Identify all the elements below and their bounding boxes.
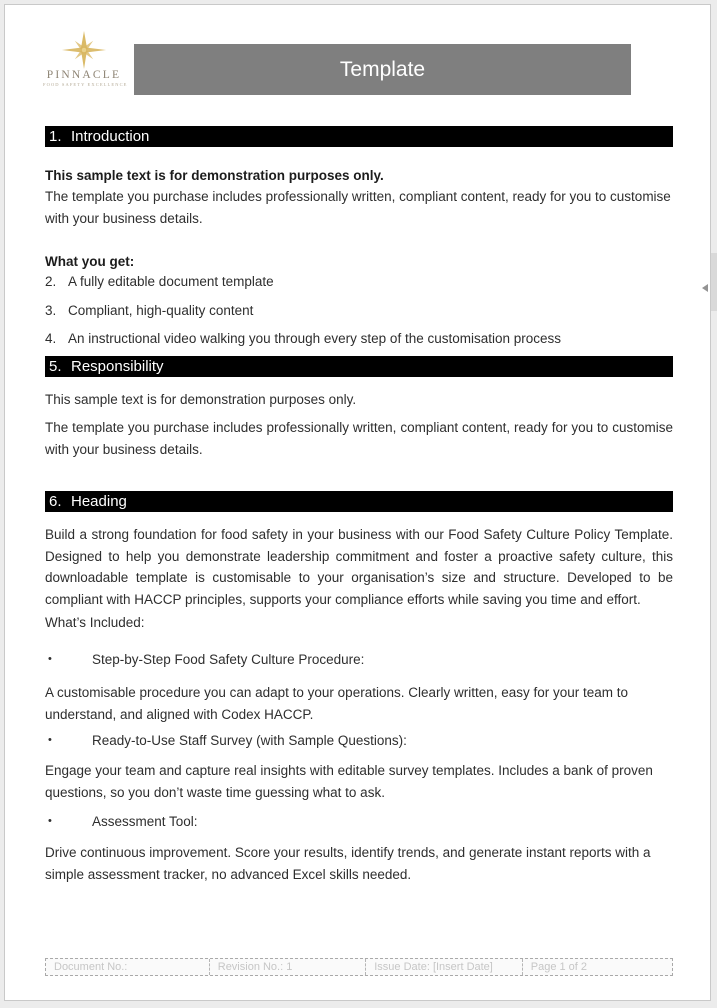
section-header-heading (45, 491, 673, 512)
section-title: Responsibility (71, 358, 164, 375)
bullet-label: Assessment Tool: (92, 814, 198, 829)
what-you-get-heading: What you get: (45, 254, 135, 269)
what-you-get-list (45, 271, 673, 357)
intro-paragraph: The template you purchase includes professionally written, compliant content, ready for you to customise with your business details. (45, 189, 671, 226)
bullet-icon: • (48, 653, 52, 665)
logo-tagline-text: FOOD SAFETY EXCELLENCE (43, 82, 128, 87)
document-title: Template (339, 57, 426, 81)
section-number: 5. (49, 358, 62, 375)
responsibility-paragraph-2: The template you purchase includes professionally written, compliant content, ready for you to customise with your business details. (45, 420, 673, 457)
logo-brand-text: PINNACLE (46, 69, 122, 81)
list-item (45, 328, 673, 350)
bullet-label: Step-by-Step Food Safety Culture Procedure: (92, 652, 365, 667)
document-title-banner (134, 44, 631, 95)
section-number: 6. (49, 493, 62, 510)
list-item (45, 300, 673, 322)
list-item-text: A fully editable document template (68, 274, 274, 289)
whats-included-heading: What’s Included: (45, 615, 145, 630)
bullet-item (45, 811, 673, 833)
bullet-description: A customisable procedure you can adapt to your operations. Clearly written, easy for your team to understand, and aligned with Codex HACCP. (45, 685, 629, 722)
section-title: Introduction (71, 128, 150, 145)
document-page (4, 4, 711, 1001)
bullet-description: Engage your team and capture real insights with editable survey templates. Includes a bank of proven questions, so you don’t waste time guessing what to ask. (45, 763, 653, 800)
section-header-responsibility (45, 356, 673, 377)
left-arrow-icon[interactable] (702, 284, 708, 292)
footer-table (45, 958, 673, 976)
list-item (45, 271, 673, 293)
company-logo (43, 31, 128, 87)
bullet-description: Drive continuous improvement. Score your results, identify trends, and generate instant reports with a simple assessment tracker, no advanced Excel skills needed. (45, 845, 651, 882)
footer-revision-no: Revision No.: 1 (209, 959, 366, 975)
list-item-number: 2. (45, 274, 57, 289)
list-item-number: 4. (45, 331, 57, 346)
section-header-introduction (45, 126, 673, 147)
bullet-item (45, 649, 673, 671)
list-item-number: 3. (45, 302, 57, 318)
footer-document-no: Document No.: (54, 961, 128, 973)
list-item-text: Compliant, high-quality content (68, 302, 254, 318)
list-item-text: An instructional video walking you through every step of the customisation process (68, 331, 562, 346)
section-number: 1. (49, 128, 62, 145)
bullet-icon: • (48, 815, 52, 827)
heading-intro-paragraph: Build a strong foundation for food safety in your business with our Food Safety Culture Policy Template. Designed to help you demonstrate leadership commitment and foster a proactive safety culture, this downloadable template is customisable to your organisation’s size and structure. Developed to be compliant with HACCP principles, supports your compliance efforts while saving you time and effort. (45, 527, 673, 607)
footer-issue-date: Issue Date: [Insert Date] (365, 959, 522, 975)
section-title: Heading (71, 493, 127, 510)
bullet-label: Ready-to-Use Staff Survey (with Sample Questions): (92, 733, 407, 748)
footer-page-number: Page 1 of 2 (522, 959, 672, 975)
star-compass-icon (49, 31, 119, 71)
bullet-item (45, 730, 673, 752)
intro-bold-lead: This sample text is for demonstration purposes only. (45, 168, 384, 183)
responsibility-paragraph-1: This sample text is for demonstration purposes only. (45, 392, 357, 407)
scrollbar-thumb[interactable] (711, 253, 717, 311)
bullet-icon: • (48, 734, 52, 746)
